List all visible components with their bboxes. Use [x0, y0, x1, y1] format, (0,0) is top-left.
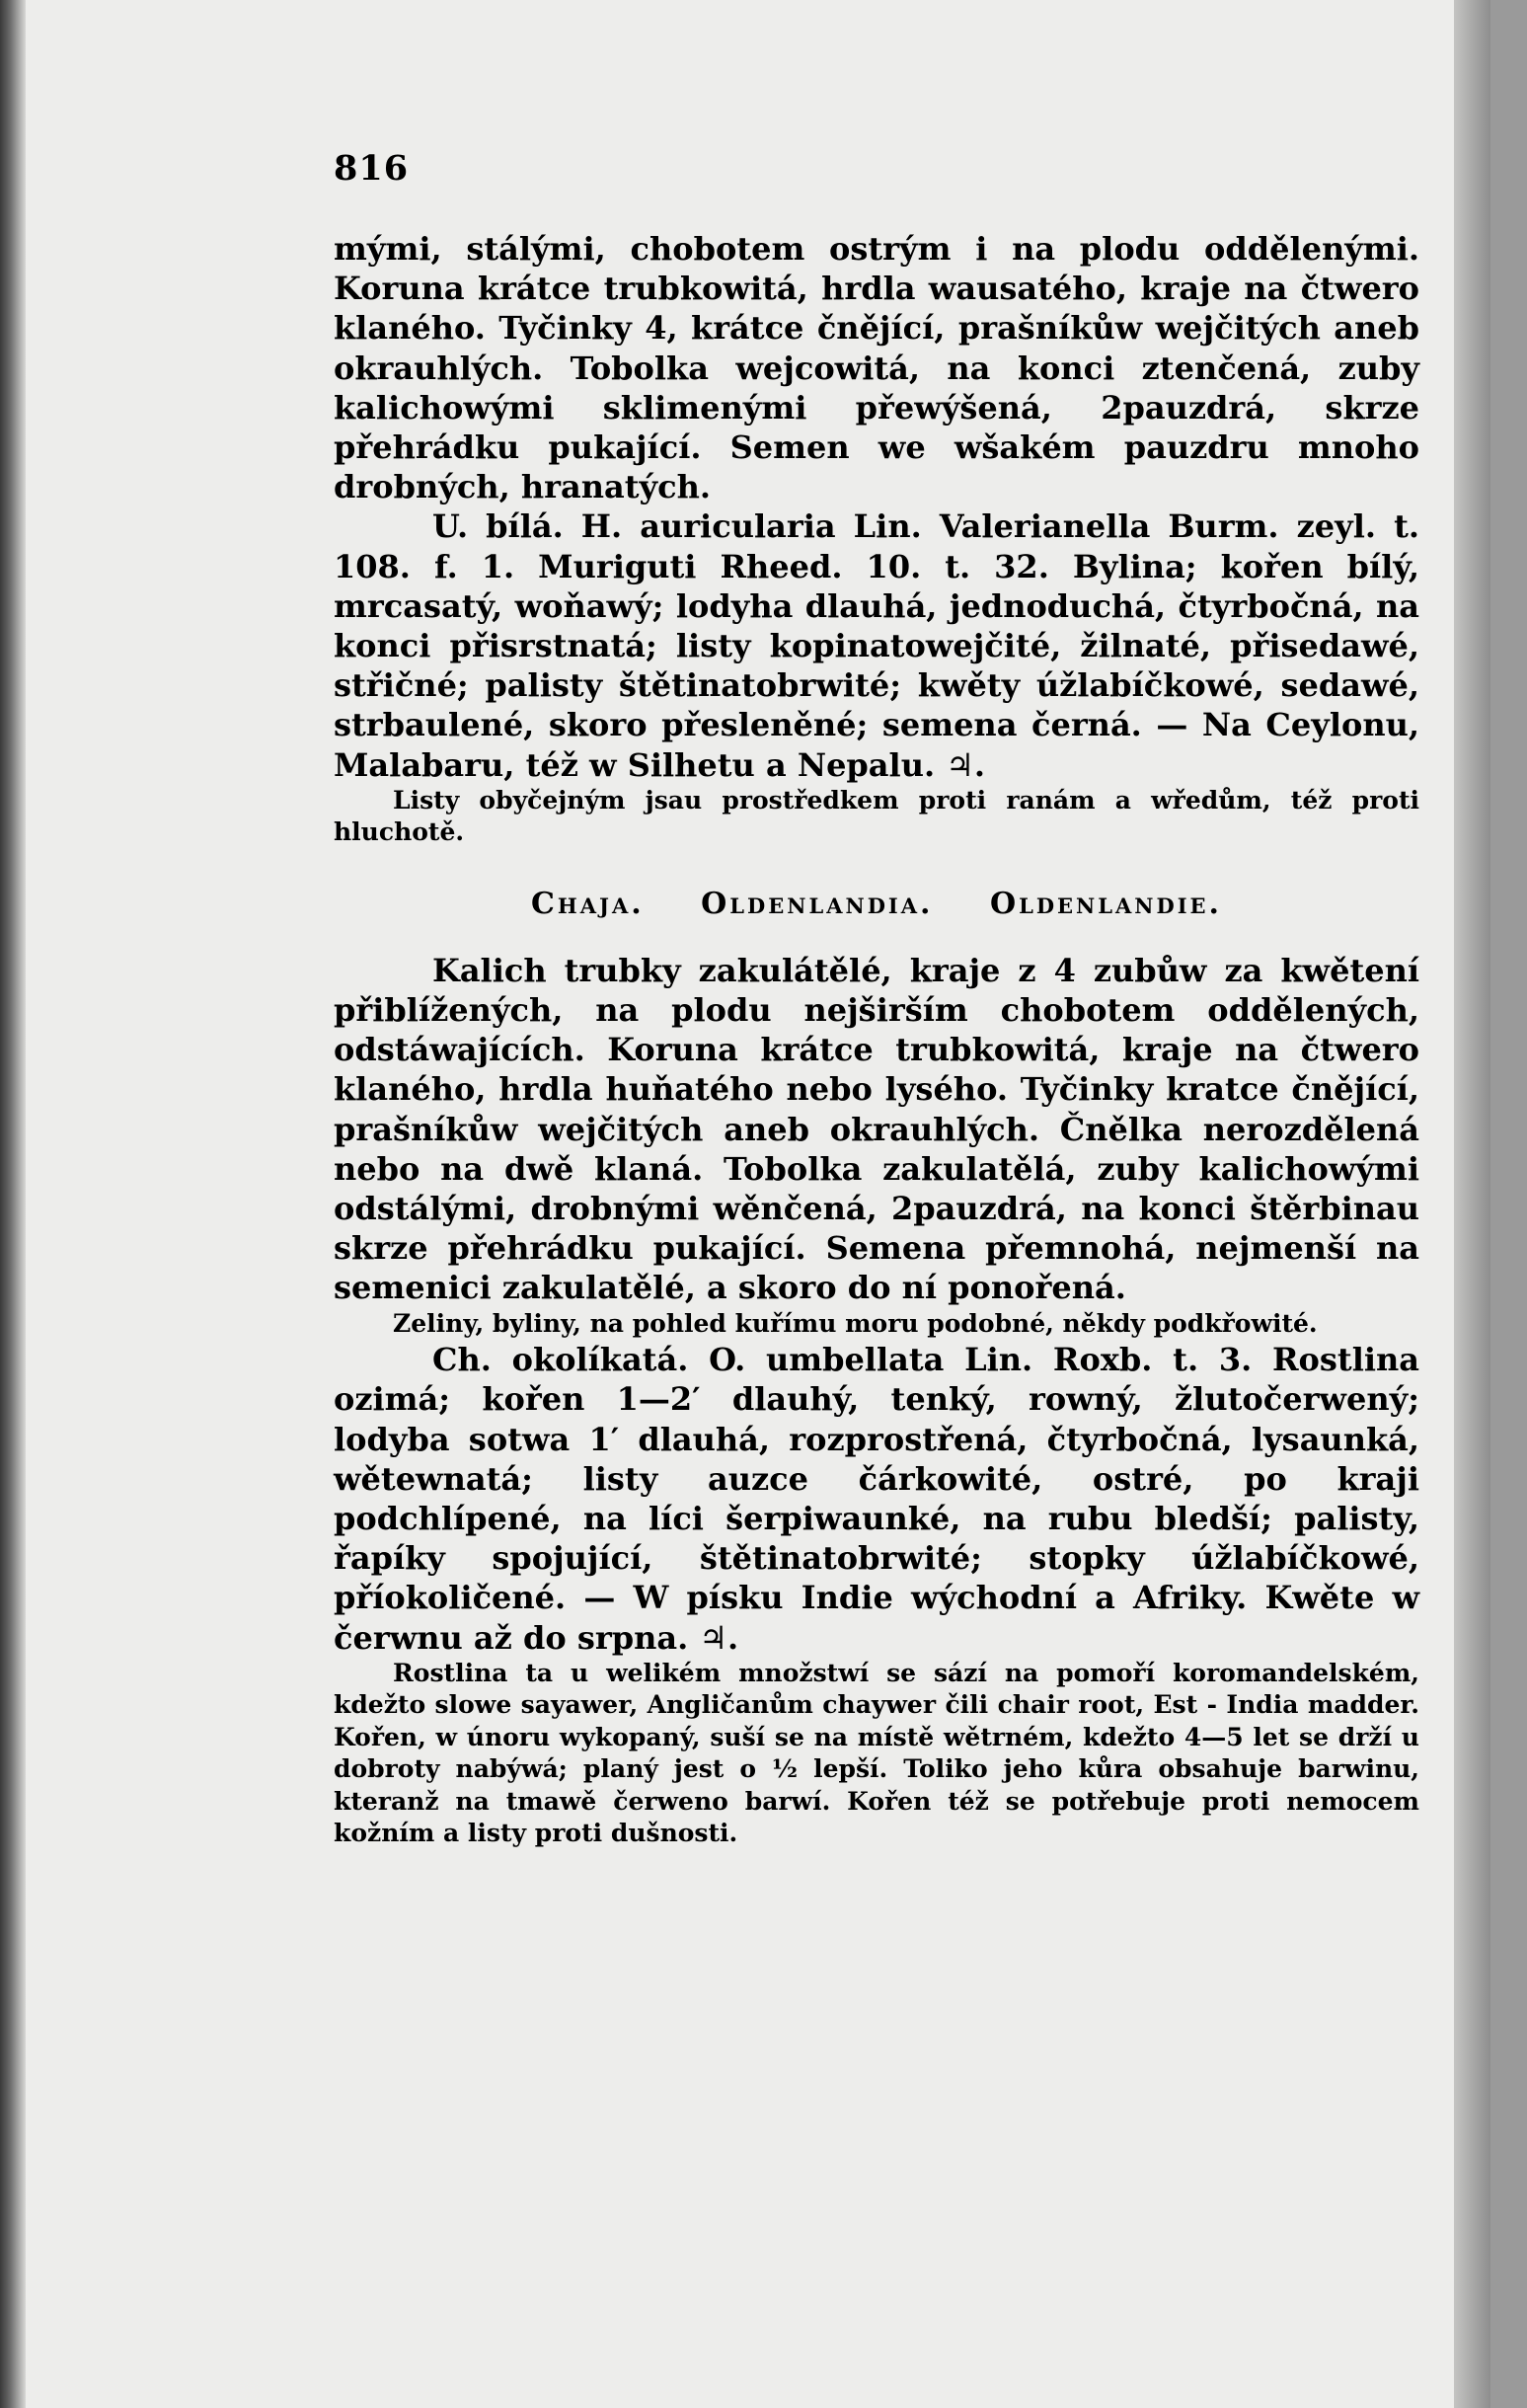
note-genus-chaja: Zeliny, byliny, na pohled kuřímu moru podobné, někdy podkřowité. [393, 1308, 1318, 1338]
genus-heading [334, 887, 1419, 921]
note-species-ch-okolikata: Rostlina ta u welikém množstwí se sází na pomoří koromandelském, kdežto slowe sayawer, Angličanům chaywer čili chair root, Est - India madder. Kořen, w únoru wykopaný, suší se na místě wětrném, kdežto 4—5 let se drží u dobroty nabýwá; planý jest o ½ lepší. Toliko jeho kůra obsahuje barwinu, kteranž na tmawě čerweno barwí. Kořen též se potřebuje proti nemocem kožním a listy proti dušnosti. [334, 1658, 1419, 1848]
genus-heading-czech-alt: Oldenlandie. [989, 886, 1222, 921]
note-species-u-bila: Listy obyčejným jsau prostředkem proti ranám a wředům, též proti hluchotě. [334, 785, 1419, 847]
paragraph-species-u-bila: U. bílá. H. auricularia Lin. Valerianella Burm. zeyl. t. 108. f. 1. Muriguti Rheed. 10. t. 32. Bylina; kořen bílý, mrcasatý, woňawý; lodyha dlauhá, jednoduchá, čtyrbočná, na konci přisrstnatá; listy kopinatowejčité, žilnaté, přisedawé, střičné; palisty štětinatobrwité; kwěty úžlabíčkowé, sedawé, strbaulené, skoro přesleněné; semena černá. — Na Ceylonu, Malabaru, též w Silhetu a Nepalu. ♃. [334, 507, 1419, 784]
page-binding-edge [0, 0, 26, 2408]
page-right-edge-shadow [1454, 0, 1490, 2408]
paragraph-species-ch-okolikata: Ch. okolíkatá. O. umbellata Lin. Roxb. t. 3. Rostlina ozimá; kořen 1—2′ dlauhý, tenký, rowný, žlutočerwený; lodyba sotwa 1′ dlauhá, rozprostřená, čtyrbočná, lysaunká, wětewnatá; listy auzce čárkowité, ostré, po kraji podchlípené, na líci šerpiwaunké, na rubu bledší; palisty, řapíky spojující, štětinatobrwité; stopky úžlabíčkowé, příokoličené. — W písku Indie wýchodní a Afriky. Kwěte w čerwnu až do srpna. ♃. [334, 1341, 1419, 1657]
page-body [334, 229, 1419, 1850]
paragraph-genus-chaja-description: Kalich trubky zakulátělé, kraje z 4 zubůw za kwětení přiblížených, na plodu nejširším chobotem oddělených, odstáwajících. Koruna krátce trubkowitá, kraje na čtwero klaného, hrdla huňatého nebo lysého. Tyčinky kratce čnějící, prašníkůw wejčitých aneb okrauhlých. Čnělka nerozdělená nebo na dwě klaná. Tobolka zakulatělá, zuby kalichowými odstálými, drobnými wěnčená, 2pauzdrá, na konci štěrbinau skrze přehrádku pukající. Semena přemnohá, nejmenší na semenici zakulatělé, a skoro do ní ponořená. [334, 951, 1419, 1307]
page-number: 816 [334, 148, 410, 189]
genus-heading-czech: Chaja. [531, 886, 645, 921]
genus-heading-latin: Oldenlandia. [701, 886, 934, 921]
paragraph-genus-description-end: mými, stálými, chobotem ostrým i na plodu oddělenými. Koruna krátce trubkowitá, hrdla wausatého, kraje na čtwero klaného. Tyčinky 4, krátce čnějící, prašníkůw wejčitých aneb okrauhlých. Tobolka wejcowitá, na konci ztenčená, zuby kalichowými sklimenými přewýšená, 2pauzdrá, skrze přehrádku pukající. Semen we wšakém pauzdru mnoho drobných, hranatých. [334, 230, 1419, 506]
